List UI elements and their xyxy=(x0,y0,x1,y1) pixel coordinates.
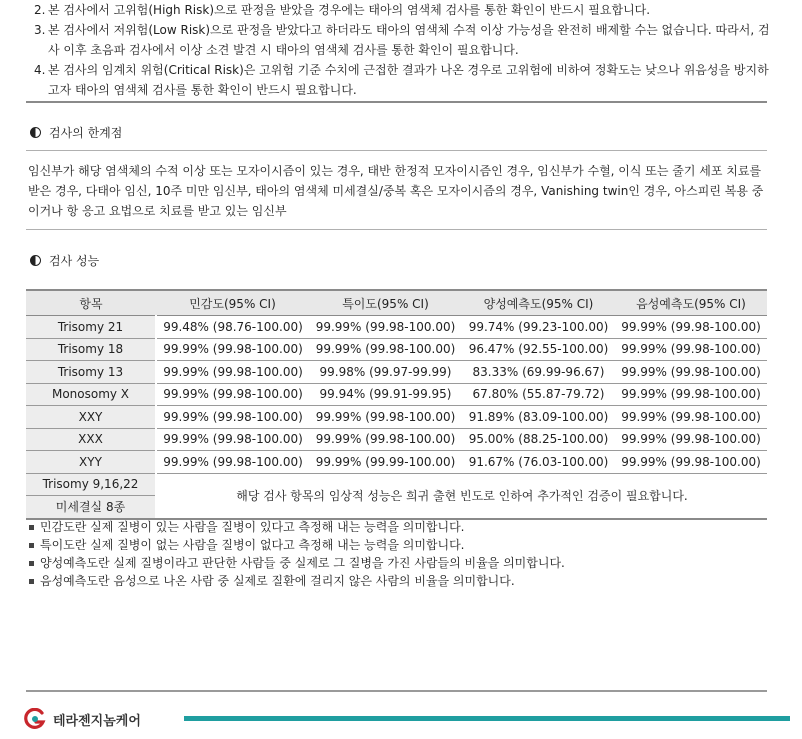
section-title: 검사의 한계점 xyxy=(49,126,123,140)
table-cell: 99.99% (99.98-100.00) xyxy=(309,428,462,451)
logo-text: 테라젠지놈케어 xyxy=(53,713,141,729)
half-circle-bullet-icon xyxy=(30,127,41,138)
table-cell: 91.67% (76.03-100.00) xyxy=(462,451,615,474)
table-row xyxy=(26,338,767,361)
row-label: Trisomy 9,16,22 xyxy=(26,473,156,496)
section-heading-limits xyxy=(30,124,122,141)
table-cell: 99.94% (99.91-99.95) xyxy=(309,383,462,406)
column-header: 양성예측도(95% CI) xyxy=(462,290,615,316)
table-row xyxy=(26,428,767,451)
performance-table xyxy=(26,289,767,520)
table-cell: 99.99% (99.98-100.00) xyxy=(309,338,462,361)
table-cell: 83.33% (69.99-96.67) xyxy=(462,361,615,384)
note-item xyxy=(28,536,770,554)
row-label: Trisomy 13 xyxy=(26,361,156,384)
table-row xyxy=(26,451,767,474)
table-cell: 99.99% (99.98-100.00) xyxy=(156,338,309,361)
table-cell: 99.99% (99.98-100.00) xyxy=(156,428,309,451)
row-label: XXY xyxy=(26,406,156,429)
column-header: 민감도(95% CI) xyxy=(156,290,309,316)
notice-number: 4. xyxy=(34,63,46,77)
row-label: Trisomy 21 xyxy=(26,316,156,339)
column-header: 특이도(95% CI) xyxy=(309,290,462,316)
table-row xyxy=(26,473,767,496)
notice-text: 본 검사에서 저위험(Low Risk)으로 판정을 받았다고 하더라도 태아의 염색체 수적 이상 가능성을 완전히 배제할 수는 없습니다. 따라서, 검사 이후 초음파 검사에서 이상 소견 발견 시 태아의 염색체 검사를 통한 확인이 필요합니다. xyxy=(48,23,770,57)
note-item xyxy=(28,554,770,572)
definition-notes xyxy=(28,518,770,590)
note-text: 민감도란 실제 질병이 있는 사람을 질병이 있다고 측정해 내는 능력을 의미합니다. xyxy=(40,520,465,534)
table-cell: 99.99% (99.98-100.00) xyxy=(156,451,309,474)
square-bullet-icon xyxy=(29,525,34,530)
table-cell: 67.80% (55.87-79.72) xyxy=(462,383,615,406)
column-header: 항목 xyxy=(26,290,156,316)
table-cell: 99.48% (98.76-100.00) xyxy=(156,316,309,339)
table-cell: 99.99% (99.98-100.00) xyxy=(615,338,767,361)
table-cell: 95.00% (88.25-100.00) xyxy=(462,428,615,451)
table-cell: 99.99% (99.98-100.00) xyxy=(309,316,462,339)
table-cell: 99.99% (99.98-100.00) xyxy=(309,406,462,429)
table-cell: 99.99% (99.98-100.00) xyxy=(615,451,767,474)
square-bullet-icon xyxy=(29,561,34,566)
company-logo xyxy=(22,708,141,730)
notice-item xyxy=(34,0,774,20)
square-bullet-icon xyxy=(29,543,34,548)
notice-number: 3. xyxy=(34,23,46,37)
table-cell: 99.74% (99.23-100.00) xyxy=(462,316,615,339)
notice-text: 본 검사의 임계치 위험(Critical Risk)은 고위험 기준 수치에 근접한 결과가 나온 경우로 고위험에 비하여 정확도는 낮으나 위음성을 방지하고자 태아의 염색체 검사를 통한 확인이 반드시 필요합니다. xyxy=(48,63,769,97)
row-label: XXX xyxy=(26,428,156,451)
divider xyxy=(26,101,767,103)
column-header: 음성예측도(95% CI) xyxy=(615,290,767,316)
limits-paragraph: 임신부가 해당 염색체의 수적 이상 또는 모자이시즘이 있는 경우, 태반 한정적 모자이시즘인 경우, 임신부가 수혈, 이식 또는 줄기 세포 치료를 받은 경우, 다태아 임신, 10주 미만 임신부, 태아의 염색체 미세결실/중복 혹은 모자이시즘의 경우, Vanishing twin인 경우, 아스피린 복용 중이거나 항 응고 요법으로 치료를 받고 있는 임신부 xyxy=(28,164,764,218)
notice-text: 본 검사에서 고위험(High Risk)으로 판정을 받았을 경우에는 태아의 염색체 검사를 통한 확인이 반드시 필요합니다. xyxy=(48,3,651,17)
logo-mark-icon xyxy=(22,708,48,730)
table-row xyxy=(26,361,767,384)
note-text: 음성예측도란 음성으로 나온 사람 중 실제로 질환에 걸리지 않은 사람의 비율을 의미합니다. xyxy=(40,574,515,588)
note-text: 양성예측도란 실제 질병이라고 판단한 사람들 중 실제로 그 질병을 가진 사람들의 비율을 의미합니다. xyxy=(40,556,565,570)
table-cell: 96.47% (92.55-100.00) xyxy=(462,338,615,361)
section-heading-performance xyxy=(30,252,99,269)
divider xyxy=(26,150,767,151)
note-item xyxy=(28,518,770,536)
row-label: XYY xyxy=(26,451,156,474)
table-cell: 91.89% (83.09-100.00) xyxy=(462,406,615,429)
footer-divider xyxy=(26,690,767,692)
table-cell: 99.99% (99.98-100.00) xyxy=(156,406,309,429)
table-cell: 99.99% (99.98-100.00) xyxy=(615,383,767,406)
table-header-row xyxy=(26,290,767,316)
table-cell: 99.99% (99.98-100.00) xyxy=(615,316,767,339)
note-item xyxy=(28,572,770,590)
table-cell: 99.99% (99.99-100.00) xyxy=(309,451,462,474)
section-title: 검사 성능 xyxy=(49,254,100,268)
square-bullet-icon xyxy=(29,579,34,584)
note-text: 특이도란 실제 질병이 없는 사람을 질병이 없다고 측정해 내는 능력을 의미합니다. xyxy=(40,538,465,552)
table-row xyxy=(26,316,767,339)
table-row xyxy=(26,383,767,406)
table-row xyxy=(26,406,767,429)
table-cell: 99.99% (99.98-100.00) xyxy=(156,361,309,384)
divider xyxy=(26,229,767,230)
footer-accent-bar xyxy=(184,716,790,721)
row-label: 미세결실 8종 xyxy=(26,496,156,519)
extra-note-cell: 해당 검사 항목의 임상적 성능은 희귀 출현 빈도로 인하여 추가적인 검증이 필요합니다. xyxy=(156,473,767,519)
row-label: Trisomy 18 xyxy=(26,338,156,361)
row-label: Monosomy X xyxy=(26,383,156,406)
notice-number: 2. xyxy=(34,3,46,17)
table-cell: 99.99% (99.98-100.00) xyxy=(615,406,767,429)
numbered-notice-list xyxy=(34,0,774,100)
notice-item xyxy=(34,20,774,60)
table-cell: 99.99% (99.98-100.00) xyxy=(156,383,309,406)
table-cell: 99.99% (99.98-100.00) xyxy=(615,428,767,451)
table-cell: 99.99% (99.98-100.00) xyxy=(615,361,767,384)
half-circle-bullet-icon xyxy=(30,255,41,266)
notice-item xyxy=(34,60,774,100)
table-cell: 99.98% (99.97-99.99) xyxy=(309,361,462,384)
